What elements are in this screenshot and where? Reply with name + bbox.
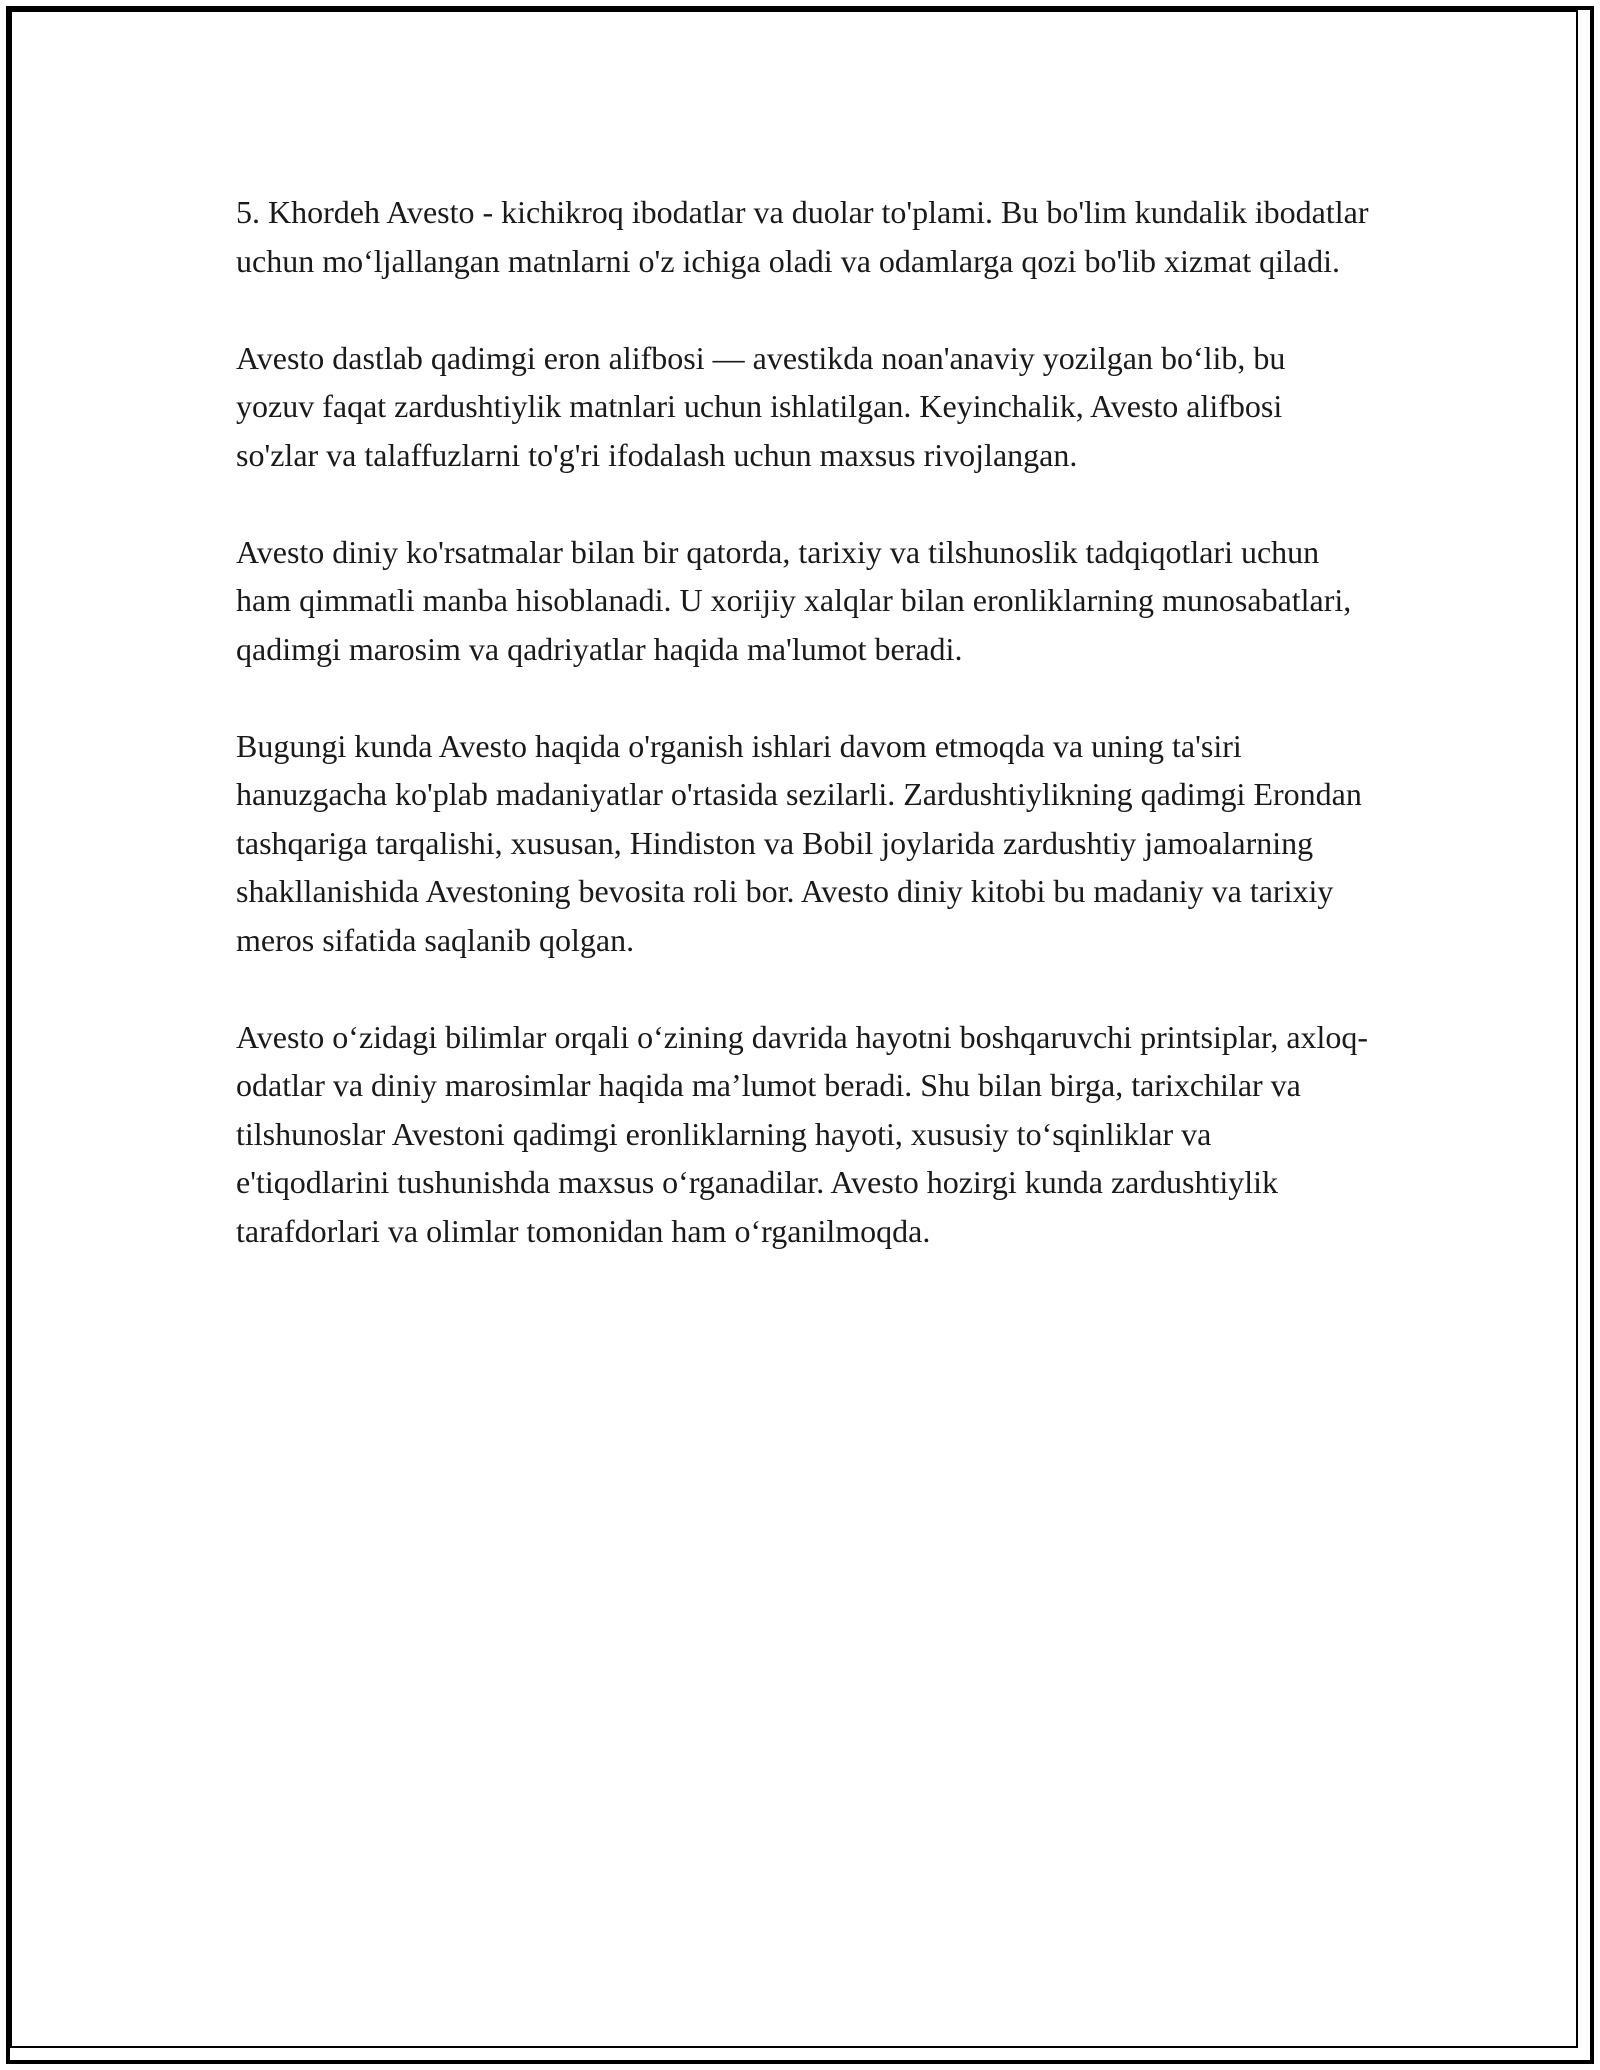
paragraph-avesto-alphabet: Avesto dastlab qadimgi eron alifbosi — avestikda noan'anaviy yozilgan bo‘lib, bu yozuv faqat zardushtiylik matnlari uchun ishlatilgan. Keyinchalik, Avesto alifbosi so'zlar va talaffuzlarni to'g'ri ifodalash uchun maxsus rivojlangan. — [236, 339, 1286, 473]
paragraph-modern-study: Bugungi kunda Avesto haqida o'rganish ishlari davom etmoqda va uning ta'siri hanuzgacha ko'plab madaniyatlar o'rtasida sezilarli. Zardushtiylikning qadimgi Erondan tashqariga tarqalishi, xususan, Hindiston va Bobil joylarida zardushtiy jamoalarning shakllanishida Avestoning bevosita roli bor. Avesto diniy kitobi bu madaniy va tarixiy meros sifatida saqlanib qolgan. — [236, 727, 1362, 958]
document-body — [236, 188, 1370, 1304]
paragraph-knowledge-principles: Avesto o‘zidagi bilimlar orqali o‘zining davrida hayotni boshqaruvchi printsiplar, axloq-odatlar va diniy marosimlar haqida ma’lumot beradi. Shu bilan birga, tarixchilar va tilshunoslar Avestoni qadimgi eronliklarning hayoti, xususiy to‘sqinliklar va e'tiqodlarini tushunishda maxsus o‘rganadilar. Avesto hozirgi kunda zardushtiylik tarafdorlari va olimlar tomonidan ham o‘rganilmoqda. — [236, 1018, 1369, 1249]
paragraph-historical-source: Avesto diniy ko'rsatmalar bilan bir qatorda, tarixiy va tilshunoslik tadqiqotlari uchun ham qimmatli manba hisoblanadi. U xorijiy xalqlar bilan eronliklarning munosabatlari, qadimgi marosim va qadriyatlar haqida ma'lumot beradi. — [236, 533, 1352, 667]
paragraph-khordeh-avesto: 5. Khordeh Avesto - kichikroq ibodatlar va duolar to'plami. Bu bo'lim kundalik ibodatlar uchun mo‘ljallangan matnlarni o'z ichiga oladi va odamlarga qozi bo'lib xizmat qiladi. — [236, 194, 1369, 279]
